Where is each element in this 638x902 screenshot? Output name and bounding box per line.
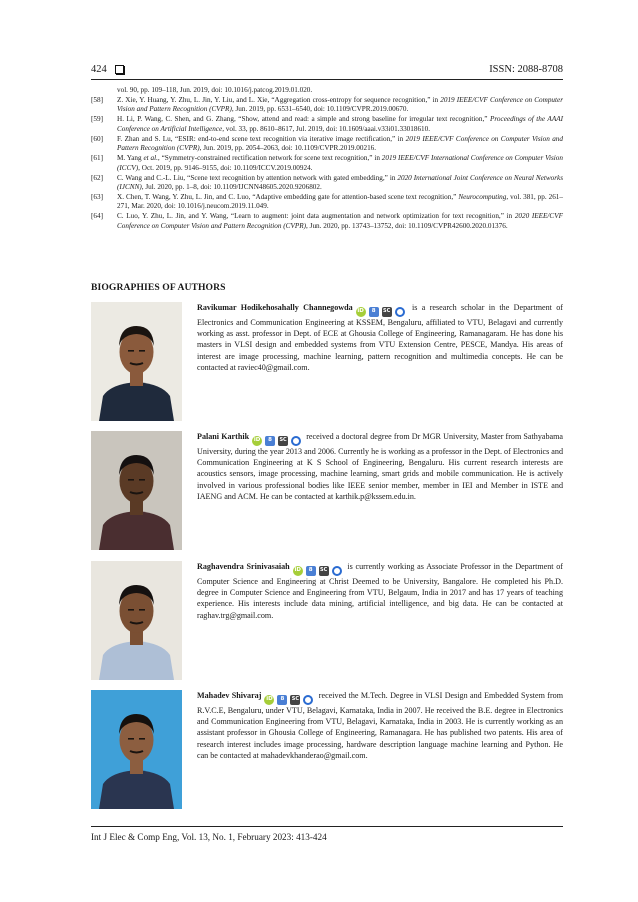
scopus-icon[interactable]: SC: [382, 307, 392, 317]
header-left: [91, 64, 124, 75]
issn-label: ISSN: 2088-8708: [489, 63, 563, 75]
profile-badges: [252, 436, 301, 446]
reference-venue: 2020 International Joint Conference on Neural Networks (IJCNN): [117, 173, 563, 192]
author-photo: [91, 431, 182, 550]
reference-number: [58]: [91, 96, 103, 104]
reference-item: [91, 174, 563, 193]
reference-venue: 2019 IEEE/CVF Conference on Computer Vision and Pattern Recognition (CVPR): [117, 134, 563, 153]
profile-badges: [356, 307, 405, 317]
reference-segment: , Oct. 2019, pp. 9146–9155, doi: 10.1109/ICCV.2019.00924.: [138, 163, 313, 172]
bio-text: [197, 431, 563, 502]
scopus-icon[interactable]: SC: [319, 566, 329, 576]
reference-segment: C. Luo, Y. Zhu, L. Jin, and Y. Wang, “Learn to augment: joint data augmentation and network optimization for text recognition,” in: [117, 212, 515, 221]
reference-item: [91, 193, 563, 212]
bio-description: received a doctoral degree from Dr MGR University, Master from Sathyabama University, during the year 2013 and 2006. Currently he is working as a professor in the Dept. of Electronics and Communication Engineering at K S School of Engineering, Bengaluru. His current research interests are acoustics sensors, image processing, machine learning, smart grids and mobile communication. He is actively involved in various professional bodies like IEEE senior member, member in IEI and Member in ISTE and IAENG and ACM. He can be contacted at karthik.p@kssem.edu.in.: [197, 432, 563, 501]
reference-segment: Z. Xie, Y. Huang, Y. Zhu, L. Jin, Y. Liu, and L. Xie, “Aggregation cross-entropy for sequence recognition,” in: [117, 96, 441, 104]
header-rule: [91, 79, 563, 80]
author-name: Ravikumar Hodikehosahally Channegowda: [197, 303, 353, 312]
publons-icon[interactable]: [291, 436, 301, 446]
bio-text: [197, 302, 563, 373]
author-photo: [91, 561, 182, 680]
reference-venue: Proceedings of the AAAI Conference on Artificial Intelligence: [117, 115, 563, 133]
reference-segment: , Jul. 2020, pp. 1–8, doi: 10.1109/IJCNN48605.2020.9206802.: [141, 183, 322, 192]
page-header: [91, 61, 563, 77]
bio-text: [197, 690, 563, 761]
reference-segment: , Jun. 2019, pp. 2054–2063, doi: 10.1109/CVPR.2019.00216.: [199, 144, 377, 153]
reference-number: [64]: [91, 212, 103, 221]
reference-number: [60]: [91, 134, 103, 143]
reference-text: [117, 96, 563, 115]
reference-number: [61]: [91, 154, 103, 163]
reference-item: [91, 154, 563, 173]
author-name: Mahadev Shivaraj: [197, 691, 262, 700]
reference-segment: F. Zhan and S. Lu, “ESIR: end-to-end scene text recognition via iterative image rectification,” in: [117, 134, 406, 143]
publons-icon[interactable]: [303, 695, 313, 705]
google-scholar-icon[interactable]: 8: [277, 695, 287, 705]
reference-text: [117, 154, 563, 173]
author-photo-frame: [91, 302, 182, 421]
reference-segment: H. Li, P. Wang, C. Shen, and G. Zhang, “Show, attend and read: a simple and strong baseline for irregular text recognition,”: [117, 115, 490, 124]
page-footer: Int J Elec & Comp Eng, Vol. 13, No. 1, February 2023: 413-424: [91, 832, 327, 842]
reference-text: [117, 193, 563, 212]
scopus-icon[interactable]: SC: [290, 695, 300, 705]
author-photo-frame: [91, 690, 182, 809]
reference-text: [117, 174, 563, 193]
orcid-icon[interactable]: iD: [356, 307, 366, 317]
reference-text: [117, 212, 563, 231]
square-bullet-icon: [115, 65, 124, 74]
reference-list: [91, 86, 563, 232]
reference-venue: 2020 IEEE/CVF Conference on Computer Vision and Pattern Recognition (CVPR): [117, 212, 564, 230]
bio-text: [197, 561, 563, 621]
reference-text: [117, 115, 563, 134]
scopus-icon[interactable]: SC: [278, 436, 288, 446]
bio-description: received the M.Tech. Degree in VLSI Design and Embedded System from R.V.C.E, Bengaluru, under VTU, Belagavi, Karnataka, India in 2007. He received the B.E. degree in Electronics and Communication Engineering from VTU, Belagavi, Karnataka, India in 2003. He is currently working as an assistant professor in Ghousia College of Engineering, Ramanagara. He has published two patents. His area of research interest includes image processing, hardware description language machine learning and Python. He can be contacted at mahadevkhanderao@gmail.com.: [197, 691, 563, 760]
orcid-icon[interactable]: iD: [252, 436, 262, 446]
reference-venue: et al.: [143, 154, 158, 163]
author-name: Palani Karthik: [197, 432, 250, 441]
google-scholar-icon[interactable]: 8: [265, 436, 275, 446]
author-photo-frame: [91, 561, 182, 680]
reference-item: [91, 135, 563, 154]
author-photo: [91, 302, 182, 421]
reference-segment: M. Yang: [117, 154, 144, 163]
reference-number: [59]: [91, 115, 103, 124]
reference-segment: , Jun. 2020, pp. 13743–13752, doi: 10.1109/CVPR42600.2020.01376.: [306, 221, 508, 230]
author-photo: [91, 690, 182, 809]
reference-number: [63]: [91, 193, 103, 202]
bio-description: is a research scholar in the Department of Electronics and Communication Engineering at KSSEM, Bengaluru, affiliated to VTU, Belagavi and currently working as asst. professor in Dept. of ECE at Ghousia College of Engineering, Ramanagaram. He has done his masters in VLSI design and embedded systems from VTU Extension Centre, PESCE, Mandya. His areas of interest are image processing, machine learning, pattern recognition and multimedia concepts. He can be contacted at raviec40@gmail.com.: [197, 303, 563, 372]
reference-segment: C. Wang and C.-L. Liu, “Scene text recognition by attention network with gated embedding,” in: [117, 173, 398, 182]
author-photo-frame: [91, 431, 182, 550]
page-number: 424: [91, 63, 107, 75]
reference-item: [91, 96, 563, 115]
section-title: BIOGRAPHIES OF AUTHORS: [91, 282, 226, 293]
author-name: Raghavendra Srinivasaiah: [197, 562, 290, 571]
reference-segment: , “Symmetry-constrained rectification network for scene text recognition,” in: [157, 154, 382, 163]
reference-segment: , Jun. 2019, pp. 6531–6540, doi: 10.1109/CVPR.2019.00670.: [231, 105, 409, 114]
profile-badges: [293, 566, 342, 576]
reference-text: [117, 135, 563, 154]
reference-segment: vol. 90, pp. 109–118, Jun. 2019, doi: 10.1016/j.patcog.2019.01.020.: [117, 86, 313, 94]
reference-segment: , vol. 381, pp. 261–271, Mar. 2020, doi: 10.1016/j.neucom.2019.11.049.: [117, 193, 563, 211]
google-scholar-icon[interactable]: 8: [306, 566, 316, 576]
reference-item: [91, 115, 563, 134]
orcid-icon[interactable]: iD: [264, 695, 274, 705]
reference-item: [91, 86, 563, 95]
reference-number: [91, 86, 117, 95]
reference-venue: 2019 IEEE/CVF International Conference on Computer Vision (ICCV): [117, 154, 563, 172]
reference-number: [62]: [91, 173, 103, 182]
reference-text: [117, 86, 563, 95]
footer-rule: [91, 826, 563, 827]
reference-segment: X. Chen, T. Wang, Y. Zhu, L. Jin, and C. Luo, “Adaptive embedding gate for attention-based scene text recognition,”: [117, 193, 459, 202]
publons-icon[interactable]: [332, 566, 342, 576]
reference-segment: , vol. 33, pp. 8610–8617, Jul. 2019, doi: 10.1609/aaai.v33i01.33018610.: [222, 124, 431, 133]
profile-badges: [264, 695, 313, 705]
reference-item: [91, 212, 563, 231]
google-scholar-icon[interactable]: 8: [369, 307, 379, 317]
reference-venue: 2019 IEEE/CVF Conference on Computer Vision and Pattern Recognition (CVPR): [117, 96, 564, 114]
bio-description: is currently working as Associate Professor in the Department of Computer Science and Engineering at Christ Deemed to be University, Bangalore. He completed his Ph.D. degree in Computer Science and Engineering from VTU, Belgaum, India in 2017 and has 17 years of teaching experience. His interests include data mining, artificial intelligence, and big data. He can be contacted at raghav.trg@gmail.com.: [197, 562, 563, 620]
publons-icon[interactable]: [395, 307, 405, 317]
reference-venue: Neurocomputing: [458, 193, 507, 202]
orcid-icon[interactable]: iD: [293, 566, 303, 576]
